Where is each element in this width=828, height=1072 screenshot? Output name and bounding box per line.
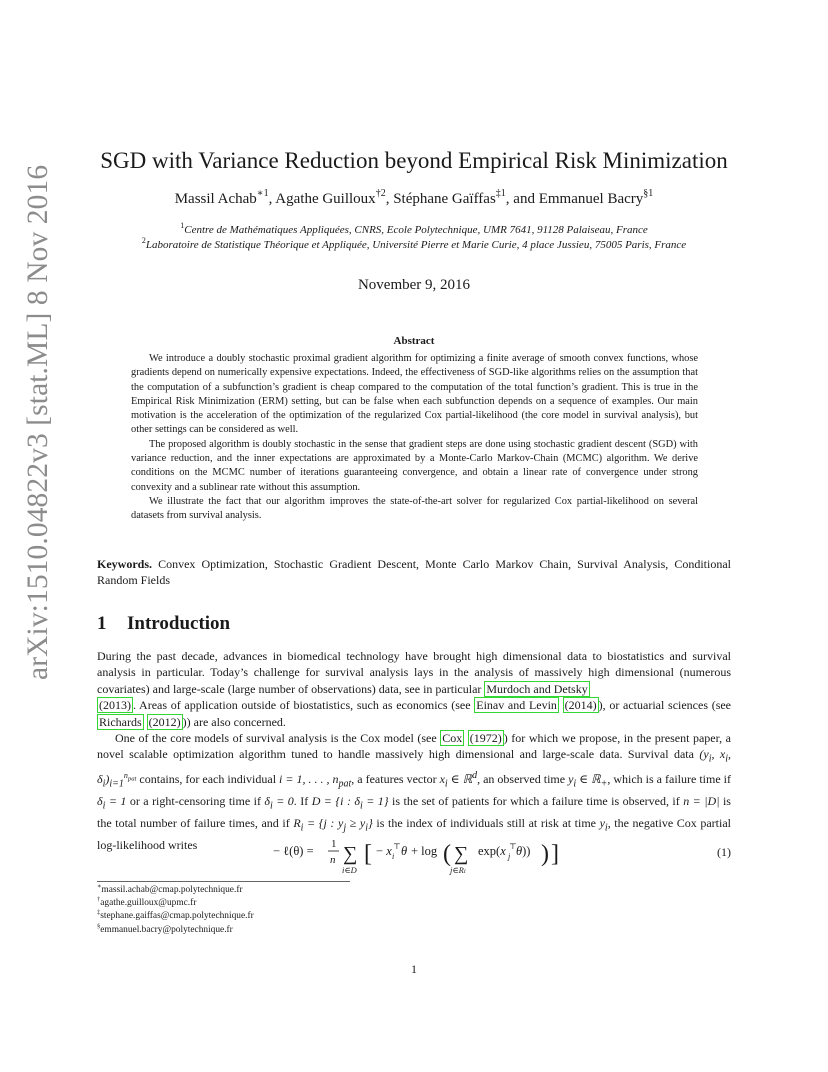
author-name: Stéphane Gaïffas bbox=[393, 191, 496, 207]
abstract-paragraph: We illustrate the fact that our algorithm improves the state-of-the-art solver for regularized Cox partial-likelihood on several datasets from survival analysis. bbox=[131, 495, 698, 522]
author-name: Agathe Guilloux bbox=[275, 191, 376, 207]
svg-text:θ)): θ)) bbox=[516, 844, 531, 858]
email-link[interactable]: massil.achab@cmap.polytechnique.fr bbox=[101, 885, 243, 895]
svg-text:j: j bbox=[508, 852, 511, 861]
equation-number: (1) bbox=[717, 845, 731, 859]
paragraph: One of the core models of survival analysis is the Cox model (see Cox (1972) ) for which we propose, in the present paper, a novel scalable optimization algorithm tuned to handle massively high dimensional and large-scale data. Survival data ($y_i$, $x_i$, $\delta_i)_{i=1}^{n_{pat}}$ contains, for each individual i = 1, . . . , $n_{pat}$, a features vector $x_i$ ∈ ℝ$^d$, an observed time $y_i$ ∈ ℝ$_+$, which is a failure time if $\delta_i = 1$ or a right-censoring time if $\delta_i = 0$. If D = {i : $\delta_i = 1$} is the set of patients for which a failure time is observed, if n = |D| is the total number of failure times, and if $R_i = \{j$ : $y_j \ge y_i$} is the index of individuals still at risk at time $y_i$, the negative Cox partial log-likelihood writes bbox=[97, 731, 732, 852]
author-name: Emmanuel Bacry bbox=[538, 191, 644, 207]
arxiv-identifier-stamp: arXiv:1510.04822v3 [stat.ML] 8 Nov 2016 bbox=[22, 164, 54, 680]
svg-text:θ: θ bbox=[401, 844, 408, 858]
svg-text:i: i bbox=[392, 852, 395, 861]
author-mark: §1 bbox=[643, 188, 654, 199]
author-mark: ∗1 bbox=[256, 188, 269, 199]
page-number: 1 bbox=[411, 962, 417, 976]
svg-text:[: [ bbox=[364, 841, 372, 867]
svg-text:⊤: ⊤ bbox=[393, 842, 401, 851]
footnote: ∗massil.achab@cmap.polytechnique.fr bbox=[97, 883, 243, 895]
math-inline: $\delta_i = 1$ bbox=[97, 794, 127, 812]
author-name: Massil Achab bbox=[174, 191, 257, 207]
svg-text:(: ( bbox=[443, 841, 451, 867]
abstract-heading: Abstract bbox=[393, 335, 435, 347]
footnote: §emmanuel.bacry@polytechnique.fr bbox=[97, 922, 233, 935]
svg-text:]: ] bbox=[551, 841, 559, 867]
section-heading bbox=[97, 613, 230, 635]
cox-likelihood-formula bbox=[273, 833, 573, 881]
svg-text:n: n bbox=[330, 854, 336, 866]
section-number: 1 bbox=[97, 613, 107, 634]
paper-title: SGD with Variance Reduction beyond Empirical Risk Minimization bbox=[100, 148, 728, 173]
svg-text:j∈Ri: j∈Ri bbox=[450, 865, 466, 875]
svg-text:+ log: + log bbox=[411, 844, 438, 858]
svg-text:∑: ∑ bbox=[343, 843, 358, 865]
citation-link[interactable]: Einav and Levin bbox=[476, 698, 557, 713]
affiliation: $^2$Laboratoire de Statistique Théorique et Appliquée, Université Pierre et Marie Curie, 4 place Jussieu, 75005 Paris, France bbox=[141, 236, 687, 251]
svg-text:∑: ∑ bbox=[454, 843, 469, 865]
email-link[interactable]: stephane.gaiffas@cmap.polytechnique.fr bbox=[100, 911, 254, 922]
svg-text:1: 1 bbox=[331, 838, 337, 850]
author-mark: ‡1 bbox=[495, 188, 506, 199]
keywords bbox=[97, 557, 731, 588]
abstract-paragraph: We introduce a doubly stochastic proximal gradient algorithm for optimizing a finite average of smooth convex functions, whose gradients depend on numerically expensive expectations. Indeed, the effectiveness of SGD-like algorithms relies on the assumption that the computation of a subfunction’s gradient is cheap compared to the computation of the total function’s gradient. This is true in the Empirical Risk Minimization (ERM) setting, but can be false when each subfunction depends on a sequence of examples. Our main motivation is the acceleration of the optimization of the regularized Cox partial-likelihood (the core model in survival analysis), but other settings can be considered as well. bbox=[131, 353, 698, 436]
footnote: †agathe.guilloux@upmc.fr bbox=[97, 896, 197, 909]
math-inline: $x_i$ ∈ ℝ$^d$ bbox=[439, 770, 478, 790]
svg-text:− ℓ(θ) =: − ℓ(θ) = bbox=[273, 844, 314, 858]
footnotes bbox=[97, 884, 254, 937]
section-title: Introduction bbox=[127, 613, 231, 634]
math-inline: n = |D| bbox=[683, 794, 720, 809]
introduction-text bbox=[97, 648, 731, 853]
author-mark: †2 bbox=[375, 188, 386, 199]
author-list: Massil Achab$^{∗1}$, Agathe Guilloux$^{\dagger 2}$, Stéphane Gaïffas$^{\ddagger 1}$, and Emmanuel Bacry$^{\S 1}$ bbox=[174, 188, 654, 207]
svg-text:i∈D: i∈D bbox=[342, 865, 357, 875]
math-inline: $\delta_i = 0$ bbox=[264, 794, 294, 812]
paragraph: During the past decade, advances in biomedical technology have brought high dimensional data to biostatistics and survival analysis in particular. Today’s challenge for survival analysis lays in the analysis of massively high dimensional (numerous covariates) and large-scale (large number of observations) data, see in particular Murdoch and Detsky (2013) . Areas of application outside of biostatistics, such as economics (see Einav and Levin (2014) ), or actuarial sciences (see Richards (2012) )) are also concerned. bbox=[97, 649, 732, 729]
display-equation bbox=[97, 833, 731, 881]
abstract bbox=[131, 352, 698, 524]
citation-link[interactable]: Richards bbox=[99, 714, 142, 729]
citation-link[interactable]: (2014) bbox=[564, 698, 597, 713]
footnote: ‡stephane.gaiffas@cmap.polytechnique.fr bbox=[97, 909, 254, 922]
citation-link[interactable]: (2013) bbox=[99, 698, 131, 713]
math-inline: $R_i = \{j$ : $y_j \ge y_i$} bbox=[293, 815, 373, 834]
svg-text:⊤: ⊤ bbox=[509, 842, 517, 851]
svg-text:exp(x: exp(x bbox=[478, 844, 506, 858]
citation-link[interactable]: Murdoch and Detsky bbox=[486, 681, 588, 696]
keywords-text: Convex Optimization, Stochastic Gradient Descent, Monte Carlo Markov Chain, Survival Analysis, Conditional Random Fields bbox=[97, 557, 732, 587]
citation-link[interactable]: (2012) bbox=[148, 714, 181, 729]
svg-text:− x: − x bbox=[376, 844, 392, 858]
email-link[interactable]: emmanuel.bacry@polytechnique.fr bbox=[100, 924, 233, 935]
math-inline: D = {i : $\delta_i = 1$} bbox=[311, 794, 389, 812]
footnote-divider bbox=[97, 881, 350, 882]
abstract-paragraph: The proposed algorithm is doubly stochastic in the sense that gradient steps are done using stochastic gradient descent (SGD) with variance reduction, and the inner expectations are approximated by a Monte-Carlo Markov-Chain (MCMC) algorithm. We derive conditions on the MCMC number of iterations guaranteeing convergence, and obtain a linear rate of convergence under strong convexity and a sublinear rate without this assumption. bbox=[131, 438, 698, 493]
email-link[interactable]: agathe.guilloux@upmc.fr bbox=[100, 898, 197, 909]
math-inline: $y_i$ ∈ ℝ$_+$ bbox=[568, 772, 608, 790]
affiliation: $^1$Centre de Mathématiques Appliquées, CNRS, Ecole Polytechnique, UMR 7641, 91128 Palaiseau, France bbox=[180, 221, 648, 236]
keywords-label: Keywords. bbox=[97, 557, 152, 571]
math-inline: $y_i$ bbox=[599, 815, 608, 834]
math-inline: i = 1, . . . , $n_{pat}$ bbox=[279, 772, 352, 790]
citation-link[interactable]: Cox bbox=[442, 731, 463, 746]
publication-date: November 9, 2016 bbox=[357, 277, 471, 293]
math-inline: ($y_i$, $x_i$, $\delta_i)_{i=1}^{n_{pat}}$ bbox=[97, 747, 731, 790]
citation-link[interactable]: (1972) bbox=[469, 731, 502, 746]
svg-text:): ) bbox=[541, 841, 549, 867]
